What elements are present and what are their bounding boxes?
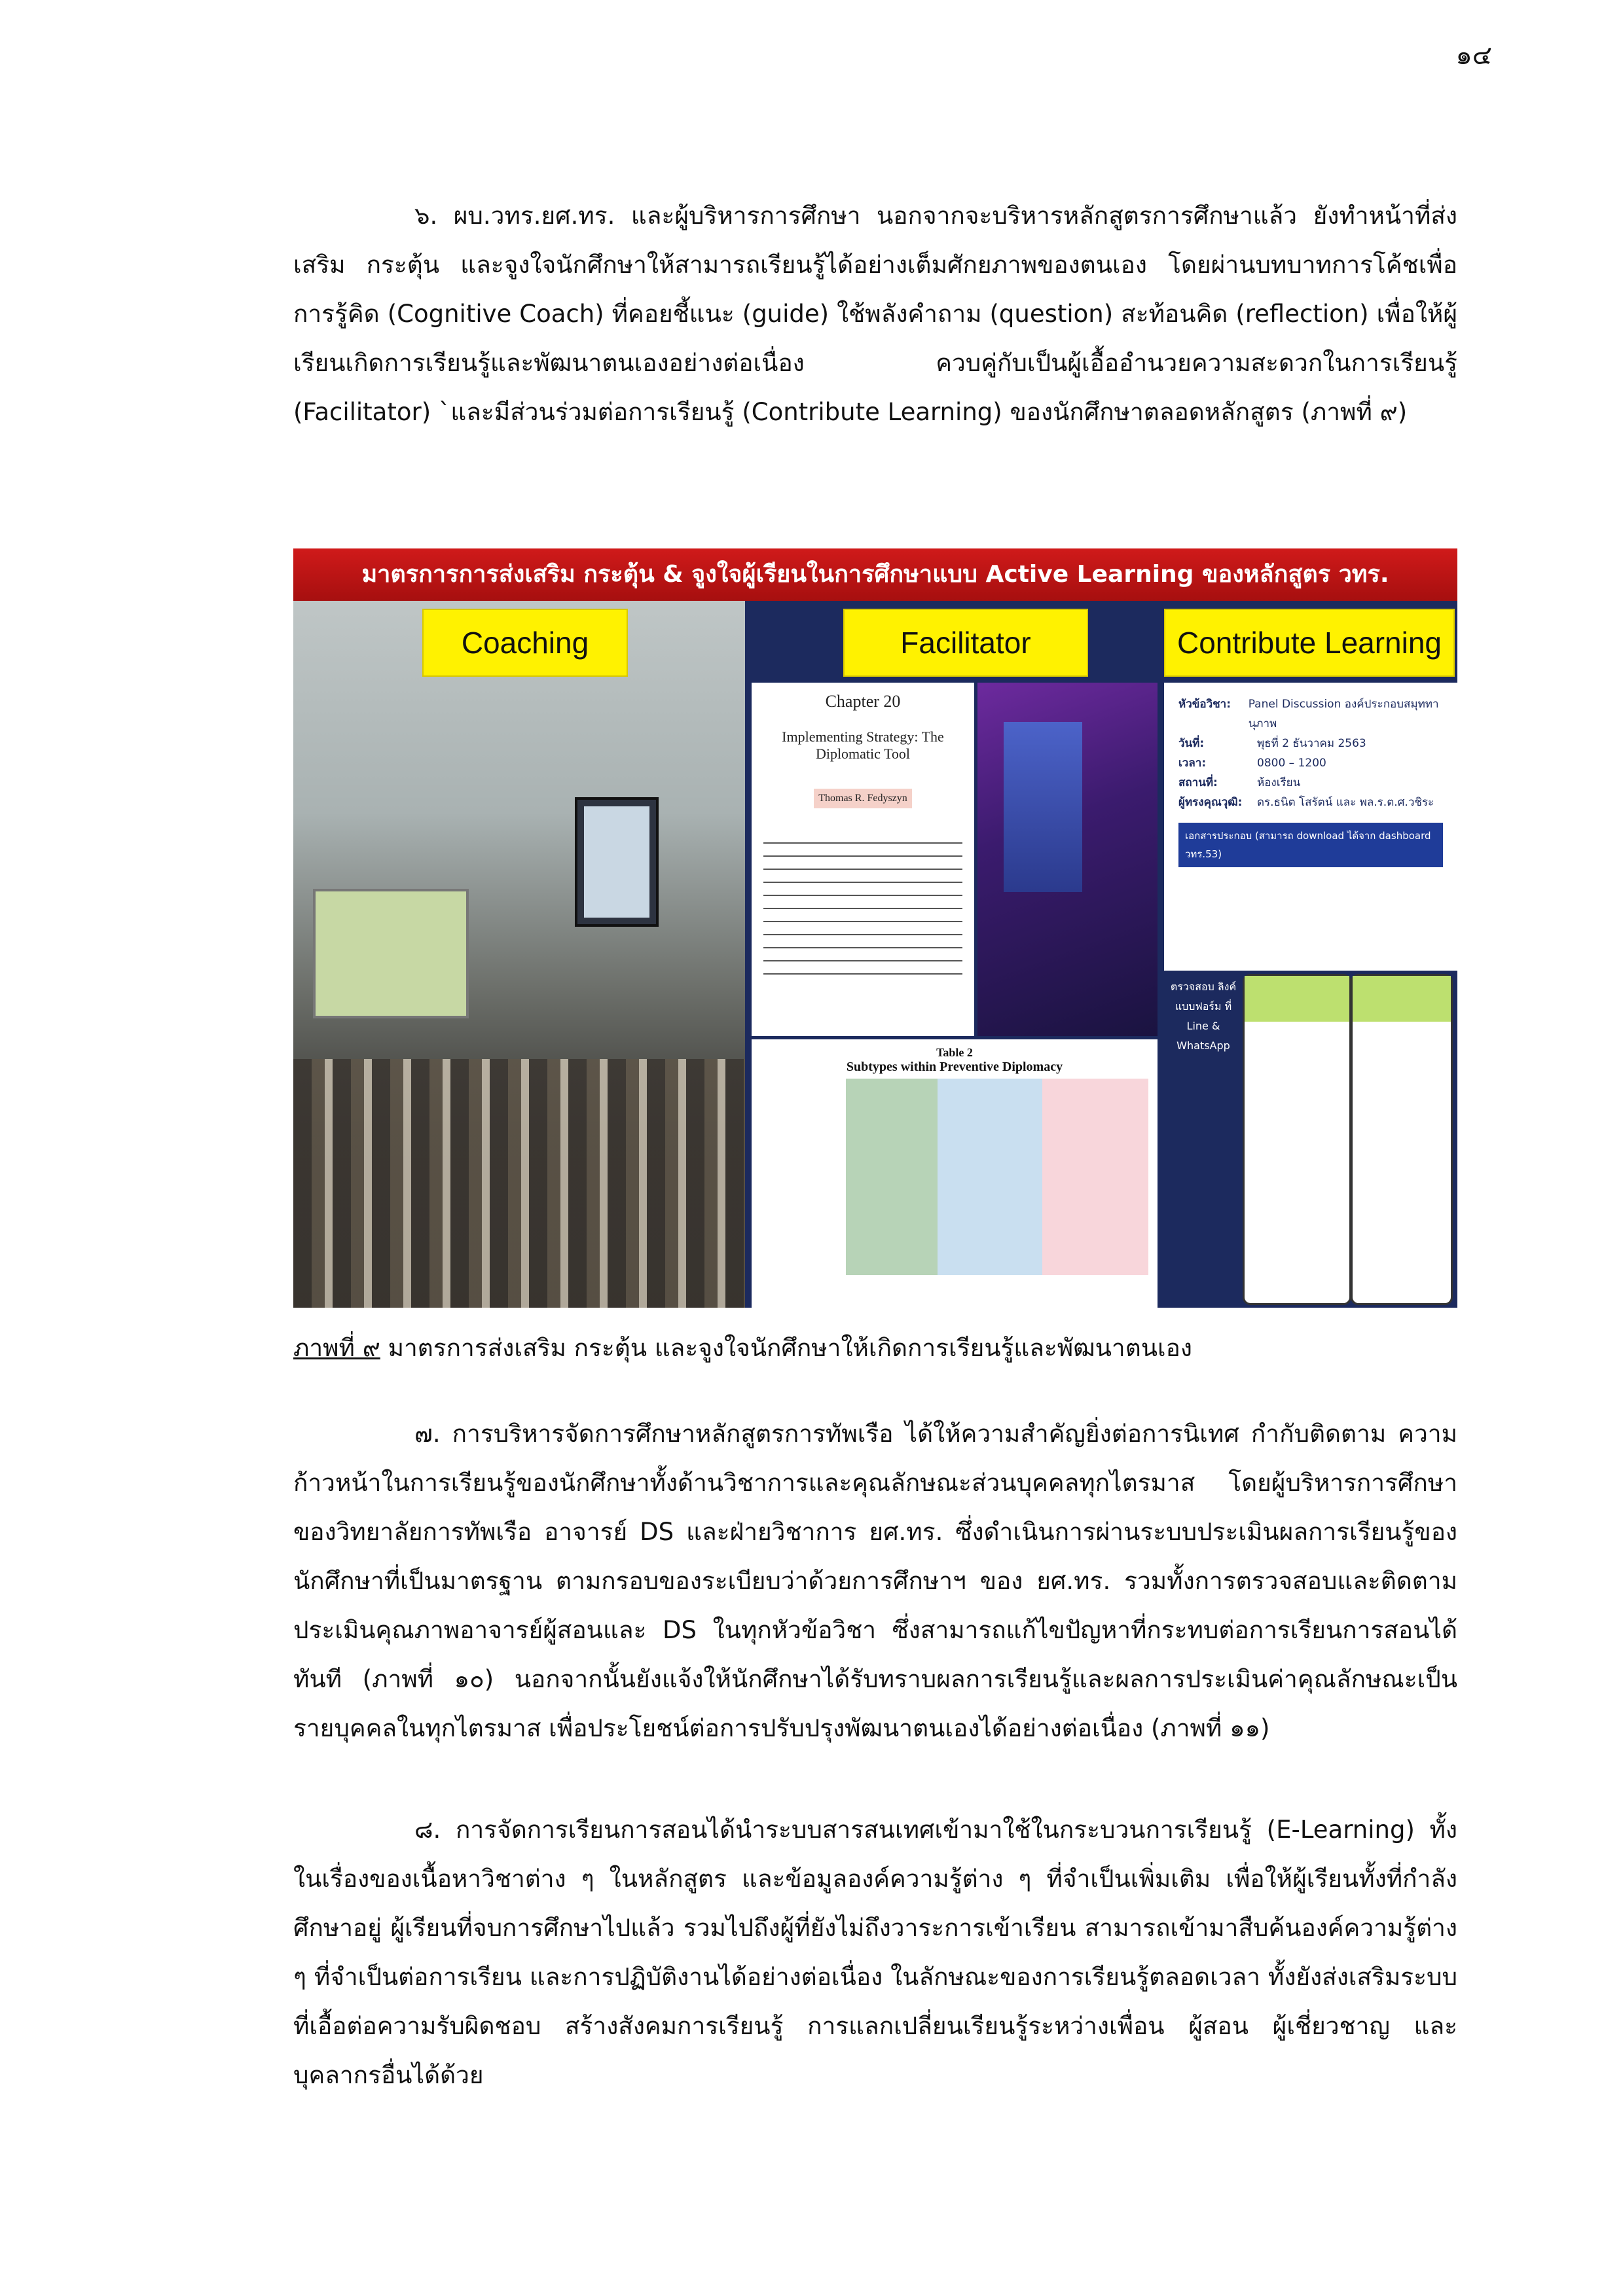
audience bbox=[293, 1059, 745, 1308]
caption-text: มาตรการส่งเสริม กระตุ้น และจูงใจนักศึกษาให้เกิดการเรียนรู้และพัฒนาตนเอง bbox=[380, 1334, 1192, 1362]
info-row: วันที่: พุธที่ 2 ธันวาคม 2563 bbox=[1178, 737, 1366, 750]
phone-screenshot bbox=[1243, 974, 1351, 1305]
table-title: Table 2 bbox=[936, 1046, 973, 1059]
figure-caption bbox=[293, 1329, 1192, 1367]
document-image bbox=[752, 683, 974, 1036]
monitor bbox=[575, 797, 659, 927]
table-image bbox=[752, 1039, 1158, 1308]
caption-label: ภาพที่ ๙ bbox=[293, 1334, 380, 1362]
doc-chapter: Chapter 20 bbox=[825, 692, 901, 711]
page-number: ๑๔ bbox=[1455, 41, 1492, 71]
projector-screen bbox=[313, 889, 469, 1018]
info-row: หัวข้อวิชา: Panel Discussion องค์ประกอบสมุททานุภาพ bbox=[1178, 698, 1439, 730]
info-panel bbox=[1164, 683, 1457, 971]
info-row: สถานที่: ห้องเรียน bbox=[1178, 776, 1301, 789]
info-row: ผู้ทรงคุณวุฒิ: ดร.ธนิต โสรัตน์ และ พล.ร.ต.ศ.วชิระ bbox=[1178, 796, 1434, 809]
figure-9 bbox=[293, 548, 1457, 1308]
info-blue: เอกสารประกอบ (สามารถ download ได้จาก dashboard วทร.53) bbox=[1178, 823, 1443, 867]
doc-title: Implementing Strategy: The Diplomatic Tool bbox=[782, 728, 944, 762]
paragraph-7: ๗. การบริหารจัดการศึกษาหลักสูตรการทัพเรือ ได้ให้ความสำคัญยิ่งต่อการนิเทศ กำกับติดตาม ความก้าวหน้าในการเรียนรู้ของนักศึกษาทั้งด้านวิชาการและคุณลักษณะส่วนบุคคลทุกไตรมาส โดยผู้บริหารการศึกษาของวิทยาลัยการทัพเรือ อาจารย์ DS และฝ่ายวิชาการ ยศ.ทร. ซึ่งดำเนินการผ่านระบบประเมินผลการเรียนรู้ของนักศึกษาที่เป็นมาตรฐาน ตามกรอบของระเบียบว่าด้วยการศึกษาฯ ของ ยศ.ทร. รวมทั้งการตรวจสอบและติดตามประเมินคุณภาพอาจารย์ผู้สอนและ DS ในทุกหัวข้อวิชา ซึ่งสามารถแก้ไขปัญหาที่กระทบต่อการเรียนการสอนได้ทันที (ภาพที่ ๑๐) นอกจากนั้นยังแจ้งให้นักศึกษาได้รับทราบผลการเรียนรู้และผลการประเมินค่าคุณลักษณะเป็นรายบุคคลในทุกไตรมาส เพื่อประโยชน์ต่อการปรับปรุงพัฒนาตนเองได้อย่างต่อเนื่อง (ภาพที่ ๑๑) bbox=[293, 1420, 1457, 1742]
table-grid bbox=[761, 1079, 1148, 1275]
label-coaching: Coaching bbox=[422, 609, 628, 677]
info-row: เวลา: 0800 – 1200 bbox=[1178, 757, 1326, 770]
presentation-screen bbox=[1004, 722, 1082, 892]
label-facilitator: Facilitator bbox=[843, 609, 1088, 677]
label-contribute: Contribute Learning bbox=[1164, 609, 1455, 677]
classroom-photo bbox=[293, 601, 745, 1308]
paragraph-6: ๖. ผบ.วทร.ยศ.ทร. และผู้บริหารการศึกษา นอกจากจะบริหารหลักสูตรการศึกษาแล้ว ยังทำหน้าที่ส่งเสริม กระตุ้น และจูงใจนักศึกษาให้สามารถเรียนรู้ได้อย่างเต็มศักยภาพของตนเอง โดยผ่านบทบาทการโค้ชเพื่อการรู้คิด (Cognitive Coach) ที่คอยชี้แนะ (guide) ใช้พลังคำถาม (question) สะท้อนคิด (reflection) เพื่อให้ผู้เรียนเกิดการเรียนรู้และพัฒนาตนเองอย่างต่อเนื่อง ควบคู่กับเป็นผู้เอื้ออำนวยความสะดวกในการเรียนรู้ (Facilitator) `และมีส่วนร่วมต่อการเรียนรู้ (Contribute Learning) ของนักศึกษาตลอดหลักสูตร (ภาพที่ ๙) bbox=[293, 202, 1457, 426]
link-text: ตรวจสอบ ลิงค์ แบบฟอร์ม ที่ Line & WhatsApp bbox=[1170, 980, 1237, 1052]
presentation-photo bbox=[977, 683, 1158, 1036]
doc-text-lines bbox=[763, 834, 962, 985]
paragraph-8: ๘. การจัดการเรียนการสอนได้นำระบบสารสนเทศเข้ามาใช้ในกระบวนการเรียนรู้ (E-Learning) ทั้งในเรื่องของเนื้อหาวิชาต่าง ๆ ในหลักสูตร และข้อมูลองค์ความรู้ต่าง ๆ ที่จำเป็นเพิ่มเติม เพื่อให้ผู้เรียนทั้งที่กำลังศึกษาอยู่ ผู้เรียนที่จบการศึกษาไปแล้ว รวมไปถึงผู้ที่ยังไม่ถึงวาระการเข้าเรียน สามารถเข้ามาสืบค้นองค์ความรู้ต่าง ๆ ที่จำเป็นต่อการเรียน และการปฏิบัติงานได้อย่างต่อเนื่อง ในลักษณะของการเรียนรู้ตลอดเวลา ทั้งยังส่งเสริมระบบที่เอื้อต่อความรับผิดชอบ สร้างสังคมการเรียนรู้ การแลกเปลี่ยนเรียนรู้ระหว่างเพื่อน ผู้สอน ผู้เชี่ยวชาญ และบุคลากรอื่นได้ด้วย bbox=[293, 1816, 1458, 2089]
table-subtitle: Subtypes within Preventive Diplomacy bbox=[846, 1060, 1063, 1074]
phone-screenshot bbox=[1351, 974, 1453, 1305]
doc-author: Thomas R. Fedyszyn bbox=[814, 789, 912, 808]
figure-banner: มาตรการการส่งเสริม กระตุ้น & จูงใจผู้เรียนในการศึกษาแบบ Active Learning ของหลักสูตร วทร. bbox=[293, 548, 1457, 601]
